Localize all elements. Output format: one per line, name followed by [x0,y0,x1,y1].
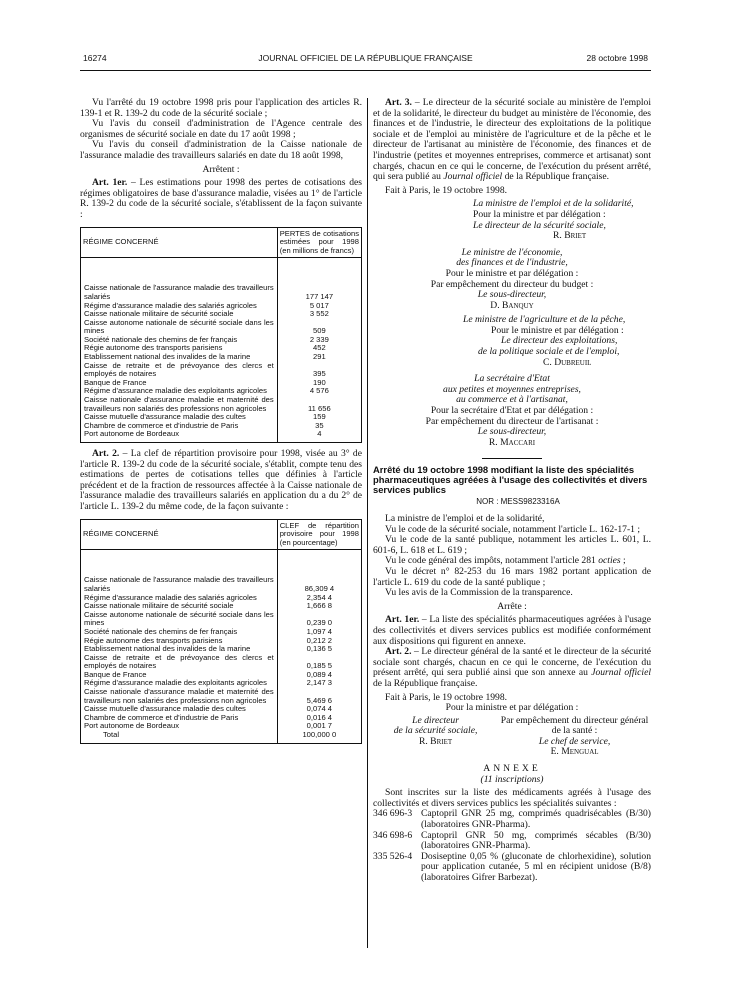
table-row [81,319,362,336]
row-label: Société nationale des chemins de fer français [81,336,278,345]
row-label: Etablissement national des invalides de la marine [81,645,278,654]
page-number: 16274 [83,53,107,63]
nor-reference: NOR : MESS9823316A [476,497,560,507]
sig-title: La ministre de l'emploi et de la solidarité, [473,198,634,210]
table-row [81,611,362,628]
table-clef-col2: CLEF de répartition provisoire pour 1998 (en pourcentage) [277,519,361,550]
row-value: 100,000 0 [277,731,361,743]
row-value: 35 [277,422,361,431]
page-header [83,53,648,67]
row-value: 0,239 0 [277,611,361,628]
sig-empechement-2: de la santé : [551,725,598,737]
cip-code: 335 526-4 [373,850,413,862]
item-text: Captopril GNR 25 mg, comprimés quadrisécables (B/30) (laboratoires GNR-Pharma). [421,808,651,831]
visa-decret: Vu le décret n° 82-253 du 16 mars 1982 portant application de l'article L. 619 du code de la santé publique ; [373,565,651,588]
row-label: Caisse mutuelle d'assurance maladie des cultes [81,705,278,714]
annexe-item [373,852,651,884]
row-label: Caisse de retraite et de prévoyance des clercs et employés de notaires [81,654,278,671]
row-value: 11 656 [277,396,361,413]
signature-economie [373,248,651,312]
row-label: Régime d'assurance maladie des salariés agricoles [81,594,278,603]
row-value: 5 017 [277,302,361,311]
visa-2: Vu l'avis du conseil d'administration de l'Agence centrale des organismes de sécurité sociale en date du 17 août 1998 ; [80,118,362,140]
row-value: 190 [277,379,361,388]
article-2-text: – La clef de répartition provisoire pour 1998, visée au 3° de l'article R. 139-2 du code de la sécurité sociale, s'établit, compte tenu des estimations de pertes de cotisations telles que définies à l'article précédent et de la fraction de ressources affectée à la Caisse nationale de l'assurance maladie des travailleurs salariés en application du a du 2° de l'article L. 139-2 du même code, de la façon suivante : [80,448,362,512]
article-3-text-end: de la République française. [502,171,610,183]
item-text: Captopril GNR 50 mg, comprimés sécables (B/30) (laboratoires GNR-Pharma). [421,829,651,852]
row-value: 1,666 8 [277,602,361,611]
visa-ss: Vu le code de la sécurité sociale, notamment l'article L. 162-17-1 ; [385,523,641,535]
row-value: 4 576 [277,387,361,396]
row-value: 0,016 4 [277,714,361,723]
row-value: 0,212 2 [277,637,361,646]
sig-title-2: aux petites et moyennes entreprises, [443,383,581,395]
row-label: Port autonome de Bordeaux [81,722,278,731]
row-label: Caisse nationale d'assurance maladie et maternité des travailleurs non salariés des professions non agricoles [81,396,278,413]
table-clef-body [81,550,362,743]
row-label: Caisse nationale militaire de sécurité sociale [81,602,278,611]
column-divider [367,98,368,948]
row-value: 0,089 4 [277,671,361,680]
sig-title: La secrétaire d'Etat [474,373,550,385]
sig-empechement: Par empêchement du directeur général [500,714,649,726]
row-label: Société nationale des chemins de fer français [81,628,278,637]
r-article-1-label: Art. 1er. [385,614,420,626]
table-row [81,654,362,671]
sig-title-2: des finances et de l'industrie, [456,257,568,269]
row-value: 1,097 4 [277,628,361,637]
article-2 [80,449,362,513]
table-row [81,731,362,743]
table-clef-col1: RÉGIME CONCERNÉ [81,519,278,550]
left-column [80,98,362,750]
row-value: 159 [277,413,361,422]
sig-name: D. Banquy [490,299,534,311]
r-article-1 [373,615,651,647]
table-spacer [81,550,362,577]
header-rule [80,70,651,71]
row-label: Chambre de commerce et d'industrie de Paris [81,714,278,723]
sig-name: R. Maccari [488,436,536,448]
row-value: 2 339 [277,336,361,345]
table-pertes-col2: PERTES de cotisations estimées pour 1998 (en millions de francs) [277,227,361,258]
row-label: Régime d'assurance maladie des exploitants agricoles [81,387,278,396]
table-row [81,284,362,301]
row-value: 3 552 [277,310,361,319]
journal-title: JOURNAL OFFICIEL DE LA RÉPUBLIQUE FRANÇAISE [258,53,473,63]
article-1-text: – Les estimations pour 1998 des pertes de cotisations des régimes obligatoires de base d'assurance maladie, visées au 1° de l'article R. 139-2 du code de la sécurité sociale, s'établissent de la façon suivante : [80,177,362,220]
annexe-item [373,831,651,852]
row-label: Régie autonome des transports parisiens [81,344,278,353]
journal-officiel-ref: Journal officiel [443,171,503,183]
inscriptions-count: (11 inscriptions) [480,773,544,785]
signature-artisanat [373,374,651,448]
article-1 [80,178,362,220]
article-2-label: Art. 2. [92,448,120,459]
row-label: Caisse autonome nationale de sécurité sociale dans les mines [81,319,278,336]
row-label: Caisse de retraite et de prévoyance des clercs et employés de notaires [81,362,278,379]
visa-cgi-text: Vu le code général des impôts, notamment l'article 281 [385,555,599,567]
row-label: Total [81,731,278,743]
r-article-1-text: – La liste des spécialités pharmaceutiques agréées à l'usage des collectivités et divers services publics est modifiée conformément aux dispositions qui figurent en annexe. [373,614,651,647]
row-label: Caisse mutuelle d'assurance maladie des cultes [81,413,278,422]
row-value: 291 [277,353,361,362]
table-pertes [80,227,362,443]
row-label: Etablissement national des invalides de la marine [81,353,278,362]
sig-role: Le sous-directeur, [477,426,547,438]
row-value: 0,185 5 [277,654,361,671]
r-article-2-text-end: de la République française. [373,677,478,689]
r-article-2-label: Art. 2. [385,646,412,658]
sig-title: Le ministre de l'économie, [461,246,563,258]
row-label: Caisse nationale militaire de sécurité sociale [81,310,278,319]
visa-cgi-end: ; [620,555,626,567]
row-value: 0,074 4 [277,705,361,714]
row-value: 177 147 [277,284,361,301]
visa-sp: Vu le code de la santé publique, notamment les articles L. 601, L. 601-6, L. 618 et L. 619 ; [373,534,651,556]
sig-role-2: de la sécurité sociale, [393,725,478,737]
sig-role-2: de la politique sociale et de l'emploi, [478,346,620,358]
annexe-item [373,809,651,830]
arrete-title: Arrêté du 19 octobre 1998 modifiant la liste des spécialités pharmaceutiques agréées à l'usage des collectivités et divers services publics [373,464,648,496]
row-label: Port autonome de Bordeaux [81,430,278,442]
row-value: 509 [277,319,361,336]
visa-commission: Vu les avis de la Commission de la transparence. [385,587,573,599]
visa-1: Vu l'arrêté du 19 octobre 1998 pris pour l'application des articles R. 139-1 et R. 139-2 du code de la sécurité sociale ; [80,97,362,119]
article-3-label: Art. 3. [385,97,412,108]
table-clef [80,519,362,744]
r-article-2-text: – Le directeur général de la santé et le directeur de la sécurité sociale sont chargés, chacun en ce qui le concerne, de l'exécution du présent arrêté, qui sera publié ainsi que son annexe au [373,646,651,679]
right-column [373,98,651,884]
arretent: Arrêtent : [202,163,240,175]
sig-empechement: Par empêchement du directeur de l'artisanat : [425,415,599,427]
article-3 [373,98,651,183]
row-label: Banque de France [81,671,278,680]
signature-right [498,716,651,758]
table-row [81,396,362,413]
fait-2: Fait à Paris, le 19 octobre 1998. [385,691,508,703]
annexe-heading: ANNEXE [483,763,541,775]
table-spacer [81,258,362,285]
sig-role: Le directeur de la sécurité sociale, [473,219,606,231]
table-row [81,576,362,593]
sig-delegation: Pour la ministre et par délégation : [473,208,606,220]
cip-code: 346 696-3 [373,808,413,820]
row-label: Régime d'assurance maladie des exploitants agricoles [81,679,278,688]
table-pertes-col1: RÉGIME CONCERNÉ [81,227,278,258]
sig-name: E. Mengual [550,746,599,758]
row-label: Caisse nationale de l'assurance maladie des travailleurs salariés [81,576,278,593]
sig-role: Le sous-directeur, [477,289,547,301]
visa-cgi-octies: octies [598,555,621,567]
table-row [81,362,362,379]
sig-name: C. Dubreuil [543,356,592,368]
table-row [81,688,362,705]
cip-code: 346 698-6 [373,829,413,841]
row-label: Caisse nationale d'assurance maladie et maternité des travailleurs non salariés des professions non agricoles [81,688,278,705]
section-separator [482,458,542,459]
issue-date: 28 octobre 1998 [586,53,648,63]
signature-agriculture [373,315,651,368]
table-row [81,430,362,442]
row-value: 0,001 7 [277,722,361,731]
row-label: Chambre de commerce et d'industrie de Paris [81,422,278,431]
row-value: 86,309 4 [277,576,361,593]
sig-role: Le directeur [412,714,459,726]
row-label: Banque de France [81,379,278,388]
pour-2: Pour la ministre et par délégation : [445,702,579,714]
sig-empechement: Par empêchement du directeur du budget : [430,278,594,290]
sig-delegation: Pour le ministre et par délégation : [445,267,579,279]
sig-title: Le ministre de l'agriculture et de la pêche, [463,314,626,326]
journal-officiel-ref: Journal officiel [591,667,651,679]
arrete: Arrête : [497,600,527,612]
annexe-intro: Sont inscrites sur la liste des médicaments agréés à l'usage des collectivités et divers services publics les spécialités suivantes : [373,787,651,809]
r-article-2 [373,647,651,689]
sig-title-3: au commerce et à l'artisanat, [456,394,568,406]
item-text: Dosiseptine 0,05 % (gluconate de chlorhexidine), solution pour application cutanée, 5 ml en récipient unidose (B/8) (laboratoires Gifrer Barbezat). [421,850,651,883]
signature-emploi [373,199,651,241]
ministre: La ministre de l'emploi et de la solidarité, [385,513,545,524]
article-1-label: Art. 1er. [92,177,128,189]
joint-signatures [373,716,651,758]
visa-3: Vu l'avis du conseil d'administration de la Caisse nationale de l'assurance maladie des travailleurs salariés en date du 18 août 1998, [80,139,362,161]
row-value: 452 [277,344,361,353]
row-value: 395 [277,362,361,379]
row-label: Caisse nationale de l'assurance maladie des travailleurs salariés [81,284,278,301]
sig-role: Le chef de service, [538,735,611,747]
row-label: Caisse autonome nationale de sécurité sociale dans les mines [81,611,278,628]
sig-delegation: Pour la secrétaire d'Etat et par délégation : [430,405,594,417]
sig-name: R. Briet [418,735,453,747]
table-pertes-body [81,258,362,443]
sig-delegation: Pour le ministre et par délégation : [491,324,624,336]
article-3-text: – Le directeur de la sécurité sociale au ministère de l'emploi et de la solidarité, le directeur du budget au ministère de l'économie, des finances et de l'industrie, le directeur des exploitations de la politique sociale et de l'emploi au ministère de l'agriculture et de la pêche et le directeur de l'artisanat au ministère de l'économie, des finances et de l'industrie (petites et moyennes entreprises, commerce et artisanat) sont chargés, chacun en ce qui le concerne, de l'exécution du présent arrêté, qui sera publié au [373,97,651,183]
row-value: 2,354 4 [277,594,361,603]
fait-1: Fait à Paris, le 19 octobre 1998. [385,184,508,196]
row-value: 2,147 3 [277,679,361,688]
sig-name: R. Briet [553,230,587,242]
signature-left [373,716,498,758]
row-label: Régime d'assurance maladie des salariés agricoles [81,302,278,311]
row-value: 0,136 5 [277,645,361,654]
row-label: Régie autonome des transports parisiens [81,637,278,646]
annexe-list [373,809,651,883]
sig-role: Le directeur des exploitations, [501,335,618,347]
row-value: 4 [277,430,361,442]
row-value: 5,469 6 [277,688,361,705]
